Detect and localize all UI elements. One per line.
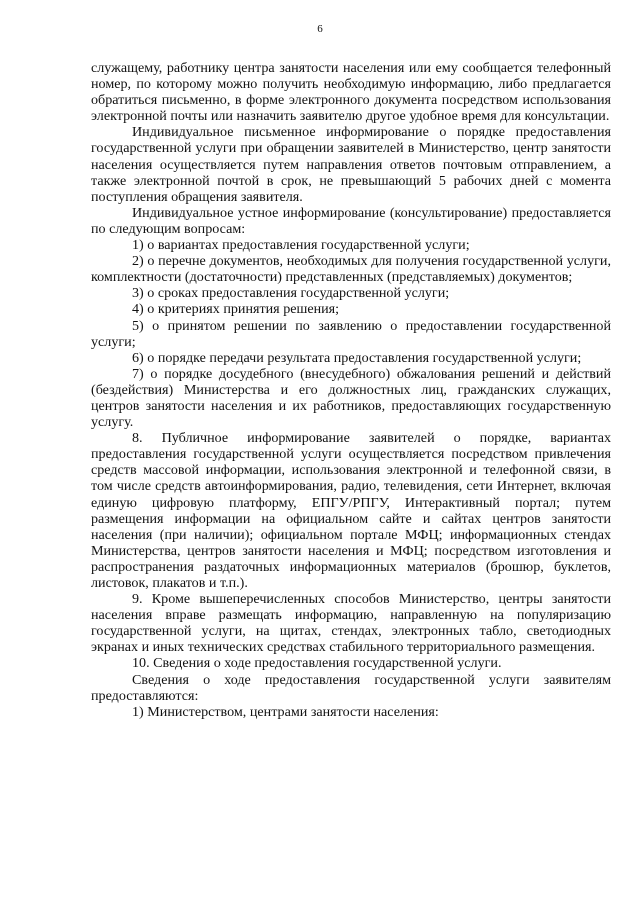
list-item-2: 2) о перечне документов, необходимых для получения государственной услуги, комплектности (достаточности) представленных (представляемых) документов; <box>91 253 611 286</box>
paragraph-written-informing: Индивидуальное письменное информирование о порядке предоставления государственной услуги при обращении заявителей в Министерство, центр занятости населения осуществляется путем направления ответов почтовым отправлением, а также электронной почтой в срок, не превышающий 5 рабочих дней с момента поступления обращения заявителя. <box>91 124 611 205</box>
paragraph-public-informing: 8. Публичное информирование заявителей о порядке, вариантах предоставления государственной услуги осуществляется посредством привлечения средств массовой информации, использования электронной и телефонной связи, в том числе средств автоинформирования, радио, телевидения, сети Интернет, включая единую цифровую платформу, ЕПГУ/РПГУ, Интерактивный портал; путем размещения информации на официальном сайте и сайтах центров занятости населения (при наличии); официальном портале МФЦ; информационных стендах Министерства, центров занятости населения и МФЦ; посредством изготовления и распространения раздаточных информационных материалов (брошюр, буклетов, листовок, плакатов и т.п.). <box>91 430 611 591</box>
list-item-7: 7) о порядке досудебного (внесудебного) обжалования решений и действий (бездействия) Министерства и его должностных лиц, гражданских служащих, центров занятости населения и их работников, предоставляющих государственную услугу. <box>91 365 611 431</box>
list-item-4: 4) о критериях принятия решения; <box>132 301 340 318</box>
list-item-6: 6) о порядке передачи результата предоставления государственной услуги; <box>132 349 582 366</box>
list-item-1: 1) о вариантах предоставления государственной услуги; <box>132 237 470 254</box>
document-body <box>91 60 611 720</box>
list-item-ministry: 1) Министерством, центрами занятости населения: <box>132 703 439 720</box>
paragraph-progress-info: Сведения о ходе предоставления государственной услуги заявителям предоставляются: <box>91 671 611 704</box>
paragraph-continuation: служащему, работнику центра занятости населения или ему сообщается телефонный номер, по которому можно получить необходимую информацию, либо предлагается обратиться письменно, в форме электронного документа посредством использования электронной почты или назначить заявителю другое удобное время для консультации. <box>91 60 611 125</box>
list-item-5: 5) о принятом решении по заявлению о предоставлении государственной услуги; <box>91 317 611 350</box>
page-number: 6 <box>317 23 323 35</box>
list-item-3: 3) о сроках предоставления государственной услуги; <box>132 285 450 302</box>
paragraph-popularization: 9. Кроме вышеперечисленных способов Министерство, центры занятости населения вправе размещать информацию, направленную на популяризацию государственной услуги, на щитах, стендах, электронных табло, светодиодных экранах и иных технических средствах стабильного территориального размещения. <box>91 591 611 656</box>
paragraph-oral-informing: Индивидуальное устное информирование (консультирование) предоставляется по следующим вопросам: <box>91 204 611 237</box>
section-heading-progress: 10. Сведения о ходе предоставления государственной услуги. <box>132 655 502 672</box>
